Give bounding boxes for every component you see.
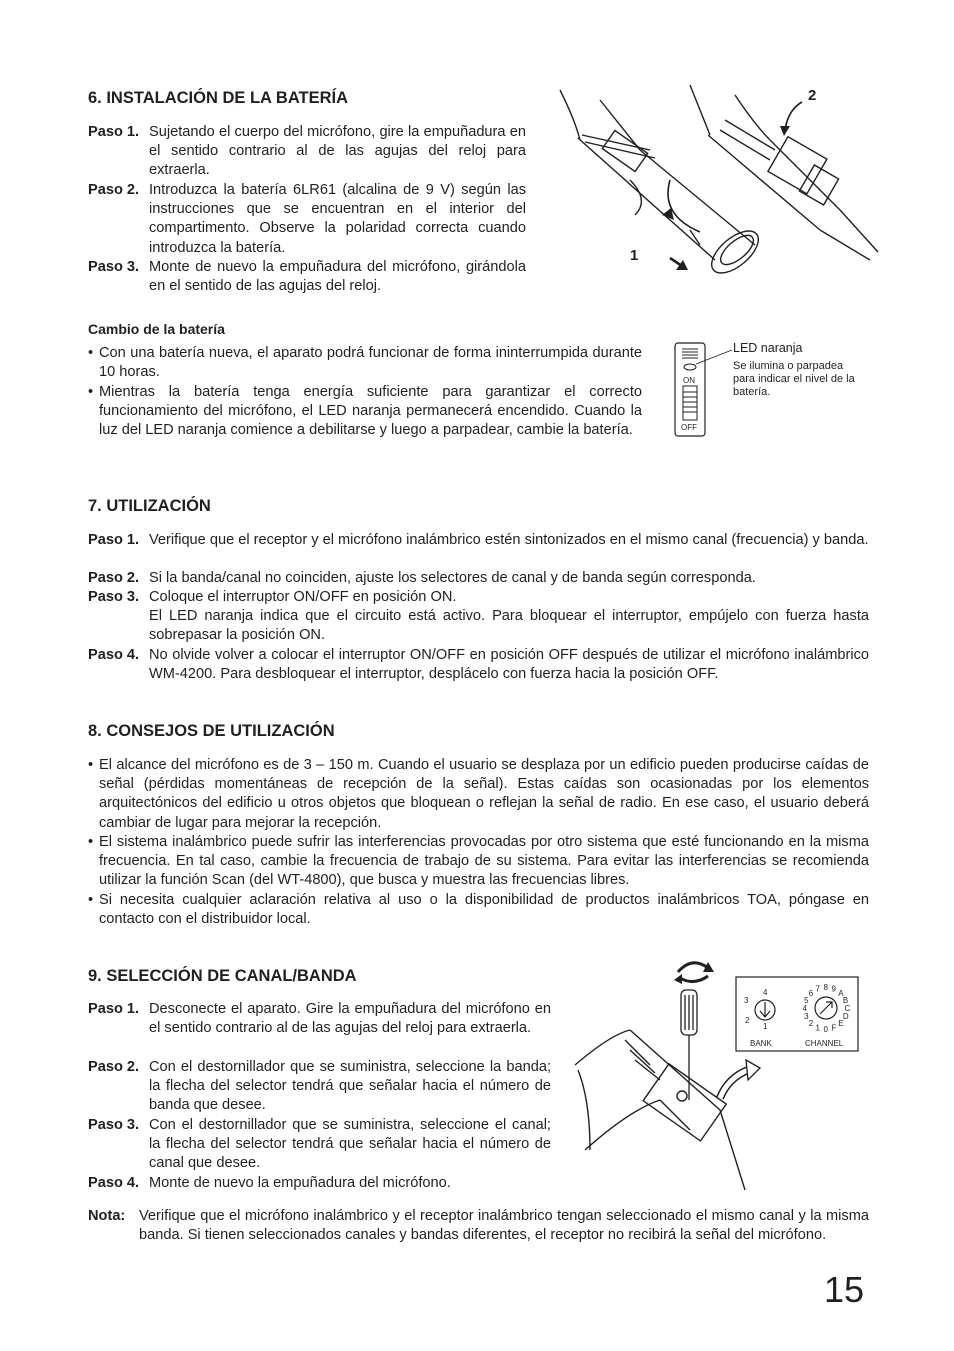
bank-digit: 1 — [763, 1022, 768, 1031]
channel-bank-selector-illustration — [570, 950, 870, 1190]
s9-step-1 — [88, 1000, 551, 1038]
step-label: Paso 2. — [88, 1059, 140, 1075]
step-label: Paso 3. — [88, 259, 140, 275]
channel-digit: C — [844, 1004, 851, 1013]
figure-label-2: 2 — [808, 87, 817, 104]
bullet-text: Con una batería nueva, el aparato podrá funcionar de forma ininterrumpida durante 10 horas. — [99, 345, 642, 381]
bank-label: BANK — [750, 1039, 772, 1048]
s9-step-2 — [88, 1058, 551, 1116]
channel-digit: 4 — [802, 1004, 807, 1013]
bullet-text: El alcance del micrófono es de 3 – 150 m. Cuando el usuario se desplaza por un edificio pueden producirse caídas de señal (pérdidas momentáneas de recepción de la señal). Estas caídas son ocasionadas por los elementos arquitectónicos del edificio u otros objetos que bloquean o reflejan la señal de radio. En ese caso, el usuario deberá cambiar de lugar para mejorar la recepción. — [99, 757, 869, 831]
bullet-mark: • — [88, 345, 94, 361]
channel-digit: 7 — [815, 984, 820, 994]
switch-off-label: OFF — [681, 423, 697, 432]
s6-bullet-2 — [88, 383, 642, 441]
section-9-title: 9. SELECCIÓN DE CANAL/BANDA — [88, 967, 357, 985]
step-label: Paso 3. — [88, 589, 140, 605]
bullet-text: Mientras la batería tenga energía suficiente para garantizar el correcto funcionamiento del micrófono, el LED naranja permanecerá encendido. Cuando la luz del LED naranja comience a debilitarse y luego a parpadear, cambie la batería. — [99, 384, 642, 439]
bullet-mark: • — [88, 384, 94, 400]
step-text-wrap — [149, 588, 869, 646]
battery-change-subtitle: Cambio de la batería — [88, 321, 225, 337]
channel-digit: 2 — [808, 1018, 814, 1028]
channel-digit: 0 — [823, 1025, 828, 1034]
switch-slider — [683, 386, 697, 420]
note — [88, 1207, 869, 1245]
step-label: Paso 2. — [88, 570, 140, 586]
bullet-mark: • — [88, 892, 94, 908]
step-text: Con el destornillador que se suministra, seleccione el canal; la flecha del selector tendrá que señalar hacia el número de canal que desee. — [149, 1117, 551, 1172]
step-label: Paso 2. — [88, 182, 140, 198]
s7-step-2 — [88, 569, 869, 588]
bank-digit: 4 — [763, 988, 768, 997]
led-description: Se ilumina o parpadea para indicar el nivel de la batería. — [733, 360, 855, 398]
step-label: Paso 4. — [88, 1175, 140, 1191]
note-label: Nota: — [88, 1208, 126, 1224]
channel-digit: 1 — [815, 1023, 820, 1033]
step-text: Con el destornillador que se suministra, seleccione la banda; la flecha del selector tendrá que señalar hacia el número de banda que desee. — [149, 1059, 551, 1114]
s8-bullet-2 — [88, 833, 869, 891]
s6-step-3 — [88, 258, 526, 296]
s6-bullet-1 — [88, 344, 642, 382]
step-text: Sujetando el cuerpo del micrófono, gire la empuñadura en el sentido contrario al de las agujas del reloj para extraerla. — [149, 124, 526, 179]
s6-step-2 — [88, 181, 526, 258]
s7-step-4 — [88, 646, 869, 684]
bank-digit: 3 — [744, 996, 749, 1005]
step-text: Monte de nuevo la empuñadura del micrófono, girándola en el sentido de las agujas del reloj. — [149, 259, 526, 295]
battery-installation-illustration — [540, 80, 885, 290]
rotate-icon — [674, 962, 714, 984]
s9-step-3 — [88, 1116, 551, 1174]
step-text: Coloque el interruptor ON/OFF en posición ON. — [149, 589, 457, 605]
page-number: 15 — [824, 1269, 865, 1310]
step-text: Si la banda/canal no coinciden, ajuste los selectores de canal y de banda según corresponda. — [149, 570, 756, 586]
s8-bullet-3 — [88, 891, 869, 929]
note-text: Verifique que el micrófono inalámbrico y el receptor inalámbrico tengan seleccionado el mismo canal y la misma banda. Si tienen seleccionados canales y bandas diferentes, el receptor no recibirá la señal del micrófono. — [139, 1208, 869, 1244]
led-label: LED naranja — [733, 341, 803, 355]
screwdriver-icon — [681, 990, 697, 1100]
channel-digit: 3 — [804, 1012, 809, 1021]
channel-digit: B — [842, 996, 849, 1005]
section-8-title: 8. CONSEJOS DE UTILIZACIÓN — [88, 722, 335, 740]
step-label: Paso 1. — [88, 124, 140, 140]
switch-on-label: ON — [683, 376, 695, 385]
channel-digit: 8 — [823, 983, 828, 992]
channel-digit: E — [838, 1018, 844, 1028]
bullet-mark: • — [88, 834, 94, 850]
step-text: No olvide volver a colocar el interruptor ON/OFF en posición OFF después de utilizar el micrófono inalámbrico WM-4200. Para desbloquear el interruptor, desplácelo con fuerza hacia la posición OFF. — [149, 647, 869, 683]
channel-digit: F — [831, 1023, 837, 1033]
step-label: Paso 1. — [88, 1001, 140, 1017]
figure-label-1: 1 — [630, 247, 639, 264]
bank-digit: 2 — [745, 1016, 750, 1025]
step-label: Paso 3. — [88, 1117, 140, 1133]
s8-bullet-1 — [88, 756, 869, 833]
led-indicator — [684, 364, 696, 370]
step-label: Paso 1. — [88, 532, 140, 548]
section-7-title: 7. UTILIZACIÓN — [88, 497, 211, 515]
step-label: Paso 4. — [88, 647, 140, 663]
step-text-extra: El LED naranja indica que el circuito está activo. Para bloquear el interruptor, empújelo con fuerza hasta sobrepasar la posición ON. — [149, 608, 869, 644]
bullet-mark: • — [88, 757, 94, 773]
channel-digit: A — [838, 989, 844, 999]
s6-step-1 — [88, 123, 526, 181]
step-text: Introduzca la batería 6LR61 (alcalina de 9 V) según las instrucciones que se encuentran en el interior del compartimento. Observe la polaridad correcta cuando introduzca la batería. — [149, 182, 526, 256]
channel-digit: 9 — [831, 984, 836, 994]
s7-step-1 — [88, 531, 869, 550]
on-off-switch-illustration — [672, 340, 736, 440]
channel-digit: 5 — [804, 996, 809, 1005]
section-6-title: 6. INSTALACIÓN DE LA BATERÍA — [88, 89, 349, 107]
s9-step-4 — [88, 1174, 551, 1193]
step-text: Verifique que el receptor y el micrófono inalámbrico estén sintonizados en el mismo canal (frecuencia) y banda. — [149, 532, 869, 548]
step-text: Monte de nuevo la empuñadura del micrófono. — [149, 1175, 451, 1191]
channel-digit: D — [842, 1012, 849, 1021]
bullet-text: El sistema inalámbrico puede sufrir las interferencias provocadas por otro sistema que esté funcionando en la misma frecuencia. En tal caso, cambie la frecuencia de trabajo de su sistema. Para evitar las interferencias se recomienda utilizar la función Scan (del WT-4800), que busca y muestra las frecuencias libres. — [99, 834, 869, 889]
bullet-text: Si necesita cualquier aclaración relativa al uso o la disponibilidad de productos inalámbricos TOA, póngase en contacto con el distribuidor local. — [99, 892, 869, 928]
channel-label: CHANNEL — [805, 1039, 844, 1048]
step-text: Desconecte el aparato. Gire la empuñadura del micrófono en el sentido contrario al de las agujas del reloj para extraerla. — [149, 1001, 551, 1037]
s7-step-3 — [88, 588, 869, 646]
channel-digit: 6 — [808, 989, 814, 999]
